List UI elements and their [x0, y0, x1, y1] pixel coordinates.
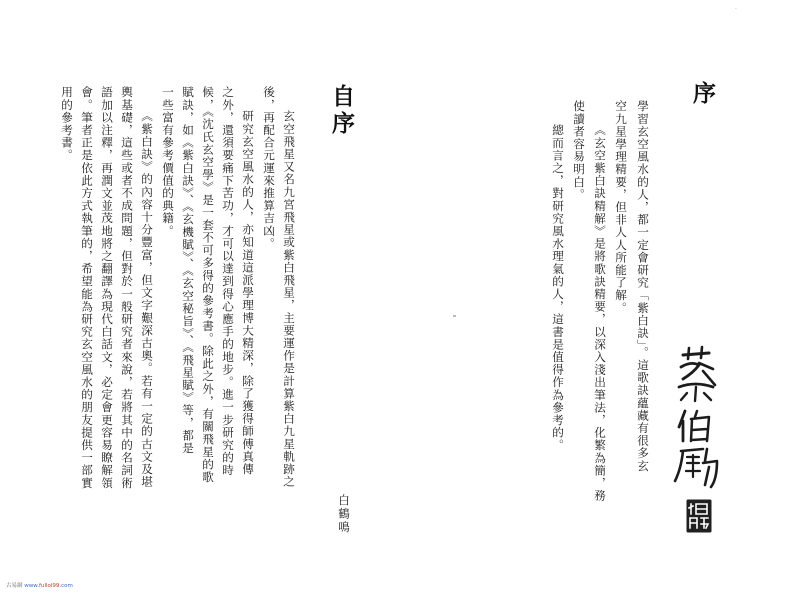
preface-title: 序	[693, 81, 716, 107]
scan-speck	[453, 315, 456, 317]
author-preface-line-8: 《紫白訣》的內容十分豐富，但文字艱深古奧。若有一定的古文及堪	[140, 110, 154, 488]
footer-watermark	[6, 581, 73, 589]
footer-url-suffix: .com	[59, 583, 73, 589]
author-preface-line-7: 一些富有參考價值的典籍。	[161, 86, 175, 238]
author-preface-line-2: 後，再配合元運來推算吉凶。	[262, 86, 276, 250]
preface-line-3: 《玄空紫白訣精解》是將歌訣精要，以深入淺出筆法，化繁為簡，務	[593, 124, 607, 502]
preface-line-2: 空九星學理精要，但非人人所能了解。	[614, 100, 628, 315]
footer-url-highlight: fullol99	[39, 583, 60, 589]
preface-line-5: 總而言之，對研究風水理氣的人，這書是值得作為參考的。	[551, 124, 565, 452]
footer-url-prefix: www.	[24, 583, 40, 589]
author-preface-line-10: 語加以注釋，再潤文並茂地將之翻譯為現代白話文，必定會更容易瞭解領	[100, 86, 114, 490]
page-mark: ·	[735, 6, 737, 13]
author-preface-line-3: 研究玄空風水的人，亦知道這派學理博大精深，除了獲得師傅真傳	[241, 110, 255, 476]
author-preface-line-6: 賦訣，如《紫白訣》、《玄機賦》、《玄空秘旨》、《飛星賦》等，都是	[181, 86, 195, 455]
footer-site-name: 古易網	[6, 583, 23, 589]
left-page	[0, 0, 396, 594]
footer-url[interactable]	[24, 583, 73, 589]
preface-line-4: 使讀者容易明白。	[572, 100, 586, 201]
seal-stamp	[686, 499, 712, 533]
author-name: 白鶴鳴	[337, 494, 351, 535]
author-preface-title: 自序	[328, 84, 354, 138]
right-page	[397, 0, 793, 594]
author-preface-line-9: 輿基礎，這些或者不成問題，但對於一般研究者來說，若將其中的名詞術	[120, 86, 134, 490]
author-preface-line-5: 候，《沈氏玄空學》是一套不可多得的參考書。除此之外，有關飛星的歌	[201, 86, 215, 484]
author-preface-line-4: 之外，還須要痛下苦功，才可以達到得心應手的地步。進一步研究的時	[221, 86, 235, 477]
author-preface-line-11: 會。筆者正是依此方式執筆的，希望能為研究玄空風水的朋友提供一部實	[80, 86, 94, 490]
author-preface-line-1: 玄空飛星又名九宮飛星或紫白飛星，主要運作是計算紫白九星軌跡之	[282, 110, 296, 488]
preface-line-1: 學習玄空風水的人，都一定會研究「紫白訣」。這歌訣蘊藏有很多玄	[636, 100, 650, 473]
author-preface-line-12: 用的參考書。	[60, 86, 74, 162]
signature-image	[669, 345, 723, 495]
